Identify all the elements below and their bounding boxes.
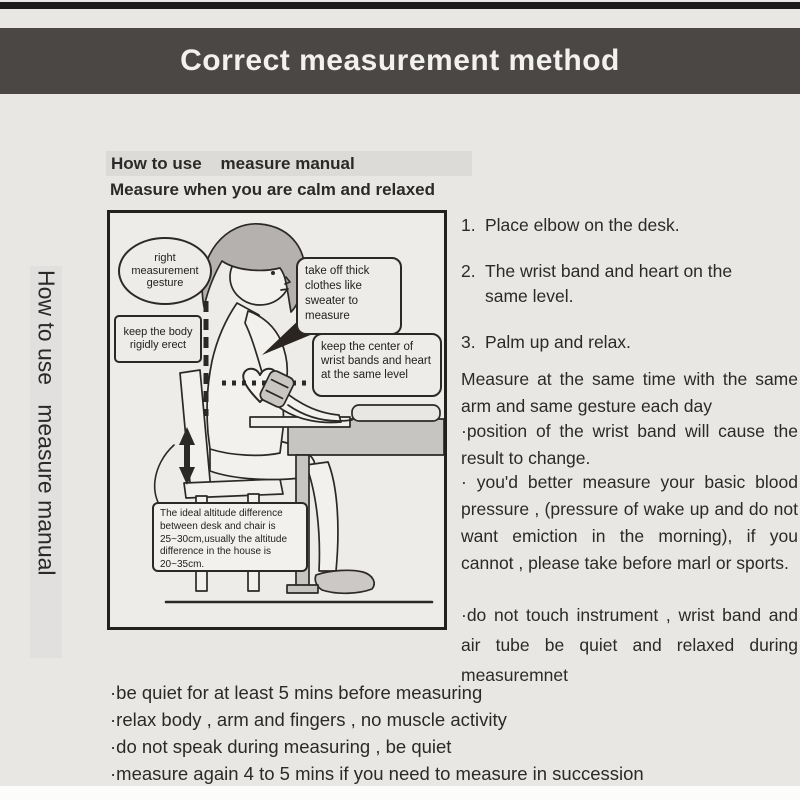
- numbered-steps: [461, 213, 798, 376]
- step-3-text: Palm up and relax.: [485, 332, 631, 352]
- section-heading: How to use measure manual: [106, 151, 472, 176]
- person-head-drawing: [202, 224, 305, 312]
- monitor-drawing: [352, 405, 440, 421]
- callout-wrist-heart-level: keep the center of wrist bands and heart at the same level: [312, 333, 442, 397]
- step-1-text: Place elbow on the desk.: [485, 215, 680, 235]
- callout-altitude-difference: The ideal altitude difference between desk and chair is 25~30cm,usually the altitude difference in the house is 20~35cm.: [152, 502, 308, 572]
- callout-body-erect: keep the body rigidly erect: [114, 315, 202, 363]
- bottom-edge-strip: [0, 786, 800, 800]
- tip-be-quiet: ·be quiet for at least 5 mins before measuring: [110, 682, 483, 703]
- page-title: Correct measurement method: [180, 44, 620, 77]
- step-3-number: 3.: [461, 332, 476, 352]
- section-subheading: Measure when you are calm and relaxed: [110, 180, 436, 199]
- title-bar: [0, 28, 800, 94]
- posture-illustration: [107, 210, 447, 630]
- step-1-number: 1.: [461, 215, 476, 235]
- tip-relax-body: ·relax body , arm and fingers , no muscle activity: [110, 709, 507, 730]
- step-1: [461, 213, 798, 238]
- sidebar-vertical-label: How to use measure manual: [30, 266, 62, 658]
- step-2: [461, 259, 798, 309]
- callout-take-off-clothes: take off thick clothes like sweater to measure: [296, 257, 402, 335]
- note-basic-pressure: · you'd better measure your basic blood pressure , (pressure of wake up and do not want emiction in the morning), if you cannot , please take before marl or sports.: [461, 472, 798, 573]
- top-border-strip: [0, 2, 800, 9]
- step-3: [461, 330, 798, 355]
- callout-right-gesture: right measurement gesture: [118, 237, 212, 305]
- height-arrow-icon: [155, 427, 195, 513]
- note-band-position: ·position of the wrist band will cause the result to change.: [461, 421, 798, 468]
- step-2-text: The wrist band and heart on the same level.: [485, 261, 733, 306]
- bottom-tips: [110, 679, 790, 787]
- note-same-time: Measure at the same time with the same arm and same gesture each day: [461, 369, 798, 416]
- tip-measure-again: ·measure again 4 to 5 mins if you need to measure in succession: [110, 763, 644, 784]
- note-do-not-touch: ·do not touch instrument , wrist band and air tube be quiet and relaxed during measuremnet: [461, 605, 798, 685]
- step-2-number: 2.: [461, 261, 476, 281]
- tip-no-speaking: ·do not speak during measuring , be quiet: [110, 736, 452, 757]
